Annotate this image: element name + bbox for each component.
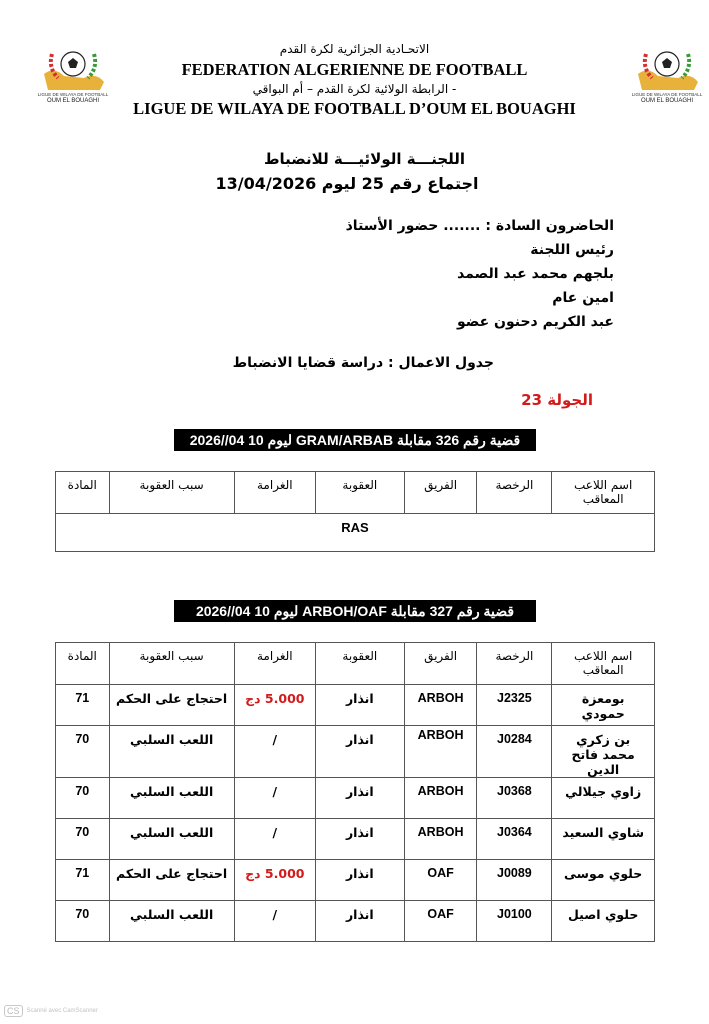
team-cell: OAF [404,901,477,942]
meeting-title: اجتماع رقم 25 ليوم 13/04/2026 [215,174,479,193]
camscanner-icon: CS [4,1005,23,1017]
player-name-cell: شاوي السعيد [552,819,655,860]
license-cell: J0089 [477,860,552,901]
player-name-cell: زاوي جيلالي [552,778,655,819]
penalty-cell: انذار [315,860,404,901]
case-banner-326: قضية رقم 326 مقابلة GRAM/ARBAB ليوم 10 04//2026 [174,429,536,451]
col-fine: الغرامة [234,472,315,514]
logo-caption-line1: LIGUE DE WILAYA DE FOOTBALL [631,92,703,97]
reason-cell: احتجاج على الحكم [109,685,234,726]
article-cell: 71 [56,685,110,726]
federation-name-fr: FEDERATION ALGERIENNE DE FOOTBALL [181,60,528,79]
penalty-cell: انذار [315,819,404,860]
case-table-327 [55,642,655,942]
col-player-name: اسم اللاعب المعاقب [552,472,655,514]
col-license: الرخصة [477,643,552,685]
fine-cell: / [234,778,315,819]
penalty-cell: انذار [315,726,404,778]
fine-cell: 5.000 دج [234,685,315,726]
license-cell: J0100 [477,901,552,942]
table-row [56,778,655,819]
article-cell: 70 [56,819,110,860]
camscanner-watermark [4,1005,98,1017]
col-fine: الغرامة [234,643,315,685]
attendance-role-secretary: امين عام [552,290,614,306]
case-banner-327: قضية رقم 327 مقابلة ARBOH/OAF ليوم 10 04//2026 [174,600,536,622]
federation-name-ar: الاتحـادية الجزائرية لكرة القدم [279,42,430,56]
fine-cell: 5.000 دج [234,860,315,901]
team-cell: ARBOH [404,819,477,860]
player-name-cell: بومعزة حمودي [552,685,655,726]
reason-cell: اللعب السلبي [109,819,234,860]
article-cell: 71 [56,860,110,901]
article-cell: 70 [56,726,110,778]
col-reason: سبب العقوبة [109,643,234,685]
fine-cell: / [234,726,315,778]
table-row [56,901,655,942]
license-cell: J0364 [477,819,552,860]
case-327-rows [56,685,655,942]
league-name-ar: - الرابطة الولائية لكرة القدم – أم البواقي [252,82,457,96]
table-row [56,819,655,860]
license-cell: J0368 [477,778,552,819]
article-cell: 70 [56,901,110,942]
reason-cell: اللعب السلبي [109,778,234,819]
reason-cell: اللعب السلبي [109,901,234,942]
attendance-block [314,214,614,334]
committee-title: اللجنـــة الولائيـــة للانضباط [263,150,466,168]
col-team: الفريق [404,643,477,685]
team-cell: ARBOH [404,778,477,819]
table-header-row [56,472,655,514]
table-row [56,685,655,726]
reason-cell: احتجاج على الحكم [109,860,234,901]
col-reason: سبب العقوبة [109,472,234,514]
penalty-cell: انذار [315,901,404,942]
col-player-name: اسم اللاعب المعاقب [552,643,655,685]
player-name-cell: حلوي موسى [552,860,655,901]
article-cell: 70 [56,778,110,819]
col-license: الرخصة [477,472,552,514]
table-row [56,726,655,778]
col-team: الفريق [404,472,477,514]
logo-caption-line2: OUM EL BOUAGHI [640,98,694,104]
case-table-326 [55,471,655,552]
license-cell: J0284 [477,726,552,778]
logo-caption-line2: OUM EL BOUAGHI [46,98,100,104]
table-header-row [56,643,655,685]
col-article: المادة [56,643,110,685]
watermark-text: Scanné avec CamScanner [26,1008,98,1014]
team-cell: ARBOH [404,726,477,778]
attendance-name-member: عبد الكريم دحنون عضو [457,314,614,330]
attendance-present: الحاضرون السادة : ....... حضور الأستاذ [345,218,614,234]
agenda: جدول الاعمال : دراسة قضايا الانضباط [232,355,494,371]
league-name-fr: LIGUE DE WILAYA DE FOOTBALL D’OUM EL BOUAGHI [133,99,576,118]
table-row-empty [56,514,655,552]
attendance-name-president: بلجهم محمد عبد الصمد [457,266,614,282]
fine-cell: / [234,819,315,860]
round-label: الجولة 23 [521,391,593,409]
col-penalty: العقوبة [315,643,404,685]
col-penalty: العقوبة [315,472,404,514]
logo-caption-line1: LIGUE DE WILAYA DE FOOTBALL [37,92,109,97]
player-name-cell: حلوي اصيل [552,901,655,942]
attendance-role-president: رئيس اللجنة [530,242,614,258]
penalty-cell: انذار [315,685,404,726]
team-cell: ARBOH [404,685,477,726]
col-article: المادة [56,472,110,514]
penalty-cell: انذار [315,778,404,819]
license-cell: J2325 [477,685,552,726]
player-name-cell: بن زكري محمد فاتح الدين [552,726,655,778]
table-row [56,860,655,901]
team-cell: OAF [404,860,477,901]
reason-cell: اللعب السلبي [109,726,234,778]
fine-cell: / [234,901,315,942]
empty-cell: RAS [56,514,655,552]
